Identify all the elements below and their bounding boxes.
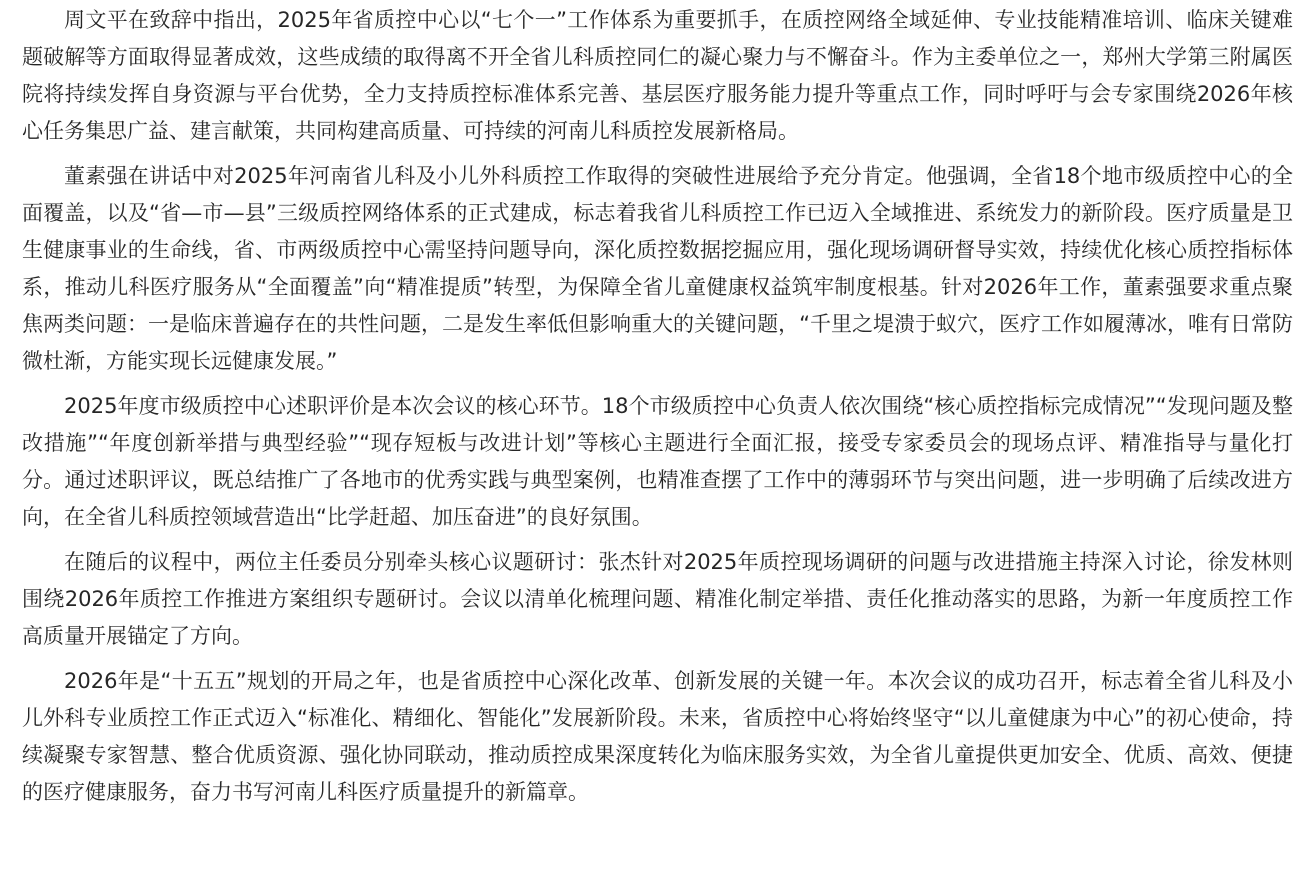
article-body	[0, 2, 1307, 811]
paragraph-annual-review: 2025年度市级质控中心述职评价是本次会议的核心环节。18个市级质控中心负责人依次围绕“核心质控指标完成情况”“发现问题及整改措施”“年度创新举措与典型经验”“现存短板与改进计划”等核心主题进行全面汇报，接受专家委员会的现场点评、精准指导与量化打分。通过述职评议，既总结推广了各地市的优秀实践与典型案例，也精准查摆了工作中的薄弱环节与突出问题，进一步明确了后续改进方向，在全省儿科质控领域营造出“比学赶超、加压奋进”的良好氛围。	[22, 394, 1293, 529]
paragraph-keynote-speech: 董素强在讲话中对2025年河南省儿科及小儿外科质控工作取得的突破性进展给予充分肯定。他强调，全省18个地市级质控中心的全面覆盖，以及“省—市—县”三级质控网络体系的正式建成，标志着我省儿科质控工作已迈入全域推进、系统发力的新阶段。医疗质量是卫生健康事业的生命线，省、市两级质控中心需坚持问题导向，深化质控数据挖掘应用，强化现场调研督导实效，持续优化核心质控指标体系，推动儿科医疗服务从“全面覆盖”向“精准提质”转型，为保障全省儿童健康权益筑牢制度根基。针对2026年工作，董素强要求重点聚焦两类问题：一是临床普遍存在的共性问题，二是发生率低但影响重大的关键问题，“千里之堤溃于蚁穴，医疗工作如履薄冰，唯有日常防微杜渐，方能实现长远健康发展。”	[22, 164, 1293, 373]
paragraph-opening-remarks: 周文平在致辞中指出，2025年省质控中心以“七个一”工作体系为重要抓手，在质控网络全域延伸、专业技能精准培训、临床关键难题破解等方面取得显著成效，这些成绩的取得离不开全省儿科质控同仁的凝心聚力与不懈奋斗。作为主委单位之一，郑州大学第三附属医院将持续发挥自身资源与平台优势，全力支持质控标准体系完善、基层医疗服务能力提升等重点工作，同时呼吁与会专家围绕2026年核心任务集思广益、建言献策，共同构建高质量、可持续的河南儿科质控发展新格局。	[22, 8, 1293, 143]
paragraph-topic-discussion: 在随后的议程中，两位主任委员分别牵头核心议题研讨：张杰针对2025年质控现场调研的问题与改进措施主持深入讨论，徐发林则围绕2026年质控工作推进方案组织专题研讨。会议以清单化梳理问题、精准化制定举措、责任化推动落实的思路，为新一年度质控工作高质量开展锚定了方向。	[22, 550, 1293, 648]
paragraph-conclusion: 2026年是“十五五”规划的开局之年，也是省质控中心深化改革、创新发展的关键一年。本次会议的成功召开，标志着全省儿科及小儿外科专业质控工作正式迈入“标准化、精细化、智能化”发展新阶段。未来，省质控中心将始终坚守“以儿童健康为中心”的初心使命，持续凝聚专家智慧、整合优质资源、强化协同联动，推动质控成果深度转化为临床服务实效，为全省儿童提供更加安全、优质、高效、便捷的医疗健康服务，奋力书写河南儿科医疗质量提升的新篇章。	[22, 669, 1293, 804]
